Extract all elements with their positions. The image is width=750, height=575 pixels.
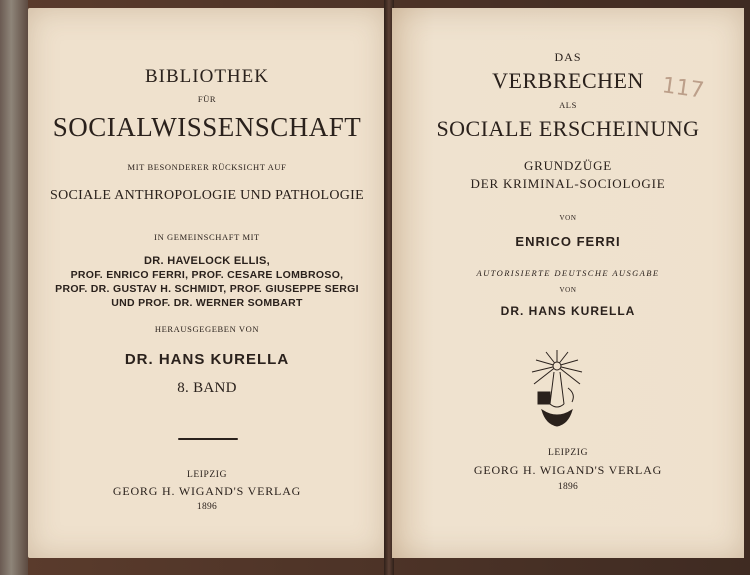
series-title: SOCIALWISSENSCHAFT xyxy=(52,112,362,142)
left-page-series-title xyxy=(28,8,386,558)
imprint-place: LEIPZIG xyxy=(547,448,589,458)
by-label-1: VON xyxy=(559,214,577,222)
subtitle-line-2: DER KRIMINAL-SOCIOLOGIE xyxy=(470,176,666,191)
collaborators-line-1: DR. HAVELOCK ELLIS, xyxy=(144,255,270,267)
subtitle-main: SOCIALE ANTHROPOLOGIE UND PATHOLOGIE xyxy=(49,188,364,203)
edition-statement: AUTORISIERTE DEUTSCHE AUSGABE xyxy=(476,268,660,278)
book-binding-edge xyxy=(0,0,28,575)
publisher-emblem-icon xyxy=(528,348,586,428)
divider-rule xyxy=(178,438,238,440)
right-page-title-page xyxy=(392,8,744,558)
editor-name: DR. HANS KURELLA xyxy=(124,351,290,368)
title-line-3: ALS xyxy=(559,100,577,110)
imprint-publisher: GEORG H. WIGAND'S VERLAG xyxy=(473,463,663,477)
by-label-2: VON xyxy=(559,286,577,294)
collaborators-line-4: UND PROF. DR. WERNER SOMBART xyxy=(111,297,303,309)
title-line-2: VERBRECHEN xyxy=(492,68,644,93)
imprint-place: LEIPZIG xyxy=(186,470,228,480)
translator-name: DR. HANS KURELLA xyxy=(500,304,636,318)
imprint-year: 1896 xyxy=(196,502,218,512)
title-line-4: SOCIALE ERSCHEINUNG xyxy=(436,116,700,141)
editor-intro: HERAUSGEGEBEN VON xyxy=(154,324,260,334)
subtitle-intro: MIT BESONDERER RÜCKSICHT AUF xyxy=(127,162,287,172)
collaborators-intro: IN GEMEINSCHAFT MIT xyxy=(154,232,260,242)
collaborators-line-2: PROF. ENRICO FERRI, PROF. CESARE LOMBROSO, xyxy=(70,269,344,281)
pencil-annotation: 117 xyxy=(660,73,706,104)
series-line-1: BIBLIOTHEK xyxy=(145,66,269,87)
imprint-year: 1896 xyxy=(557,482,579,492)
volume-number: 8. BAND xyxy=(177,380,237,396)
subtitle-line-1: GRUNDZÜGE xyxy=(523,158,613,173)
author-name: ENRICO FERRI xyxy=(515,234,621,249)
imprint-publisher: GEORG H. WIGAND'S VERLAG xyxy=(112,484,302,498)
series-line-2: FÜR xyxy=(197,94,217,104)
title-line-1: DAS xyxy=(554,50,582,64)
collaborators-line-3: PROF. DR. GUSTAV H. SCHMIDT, PROF. GIUSEPPE SERGI xyxy=(55,283,359,295)
